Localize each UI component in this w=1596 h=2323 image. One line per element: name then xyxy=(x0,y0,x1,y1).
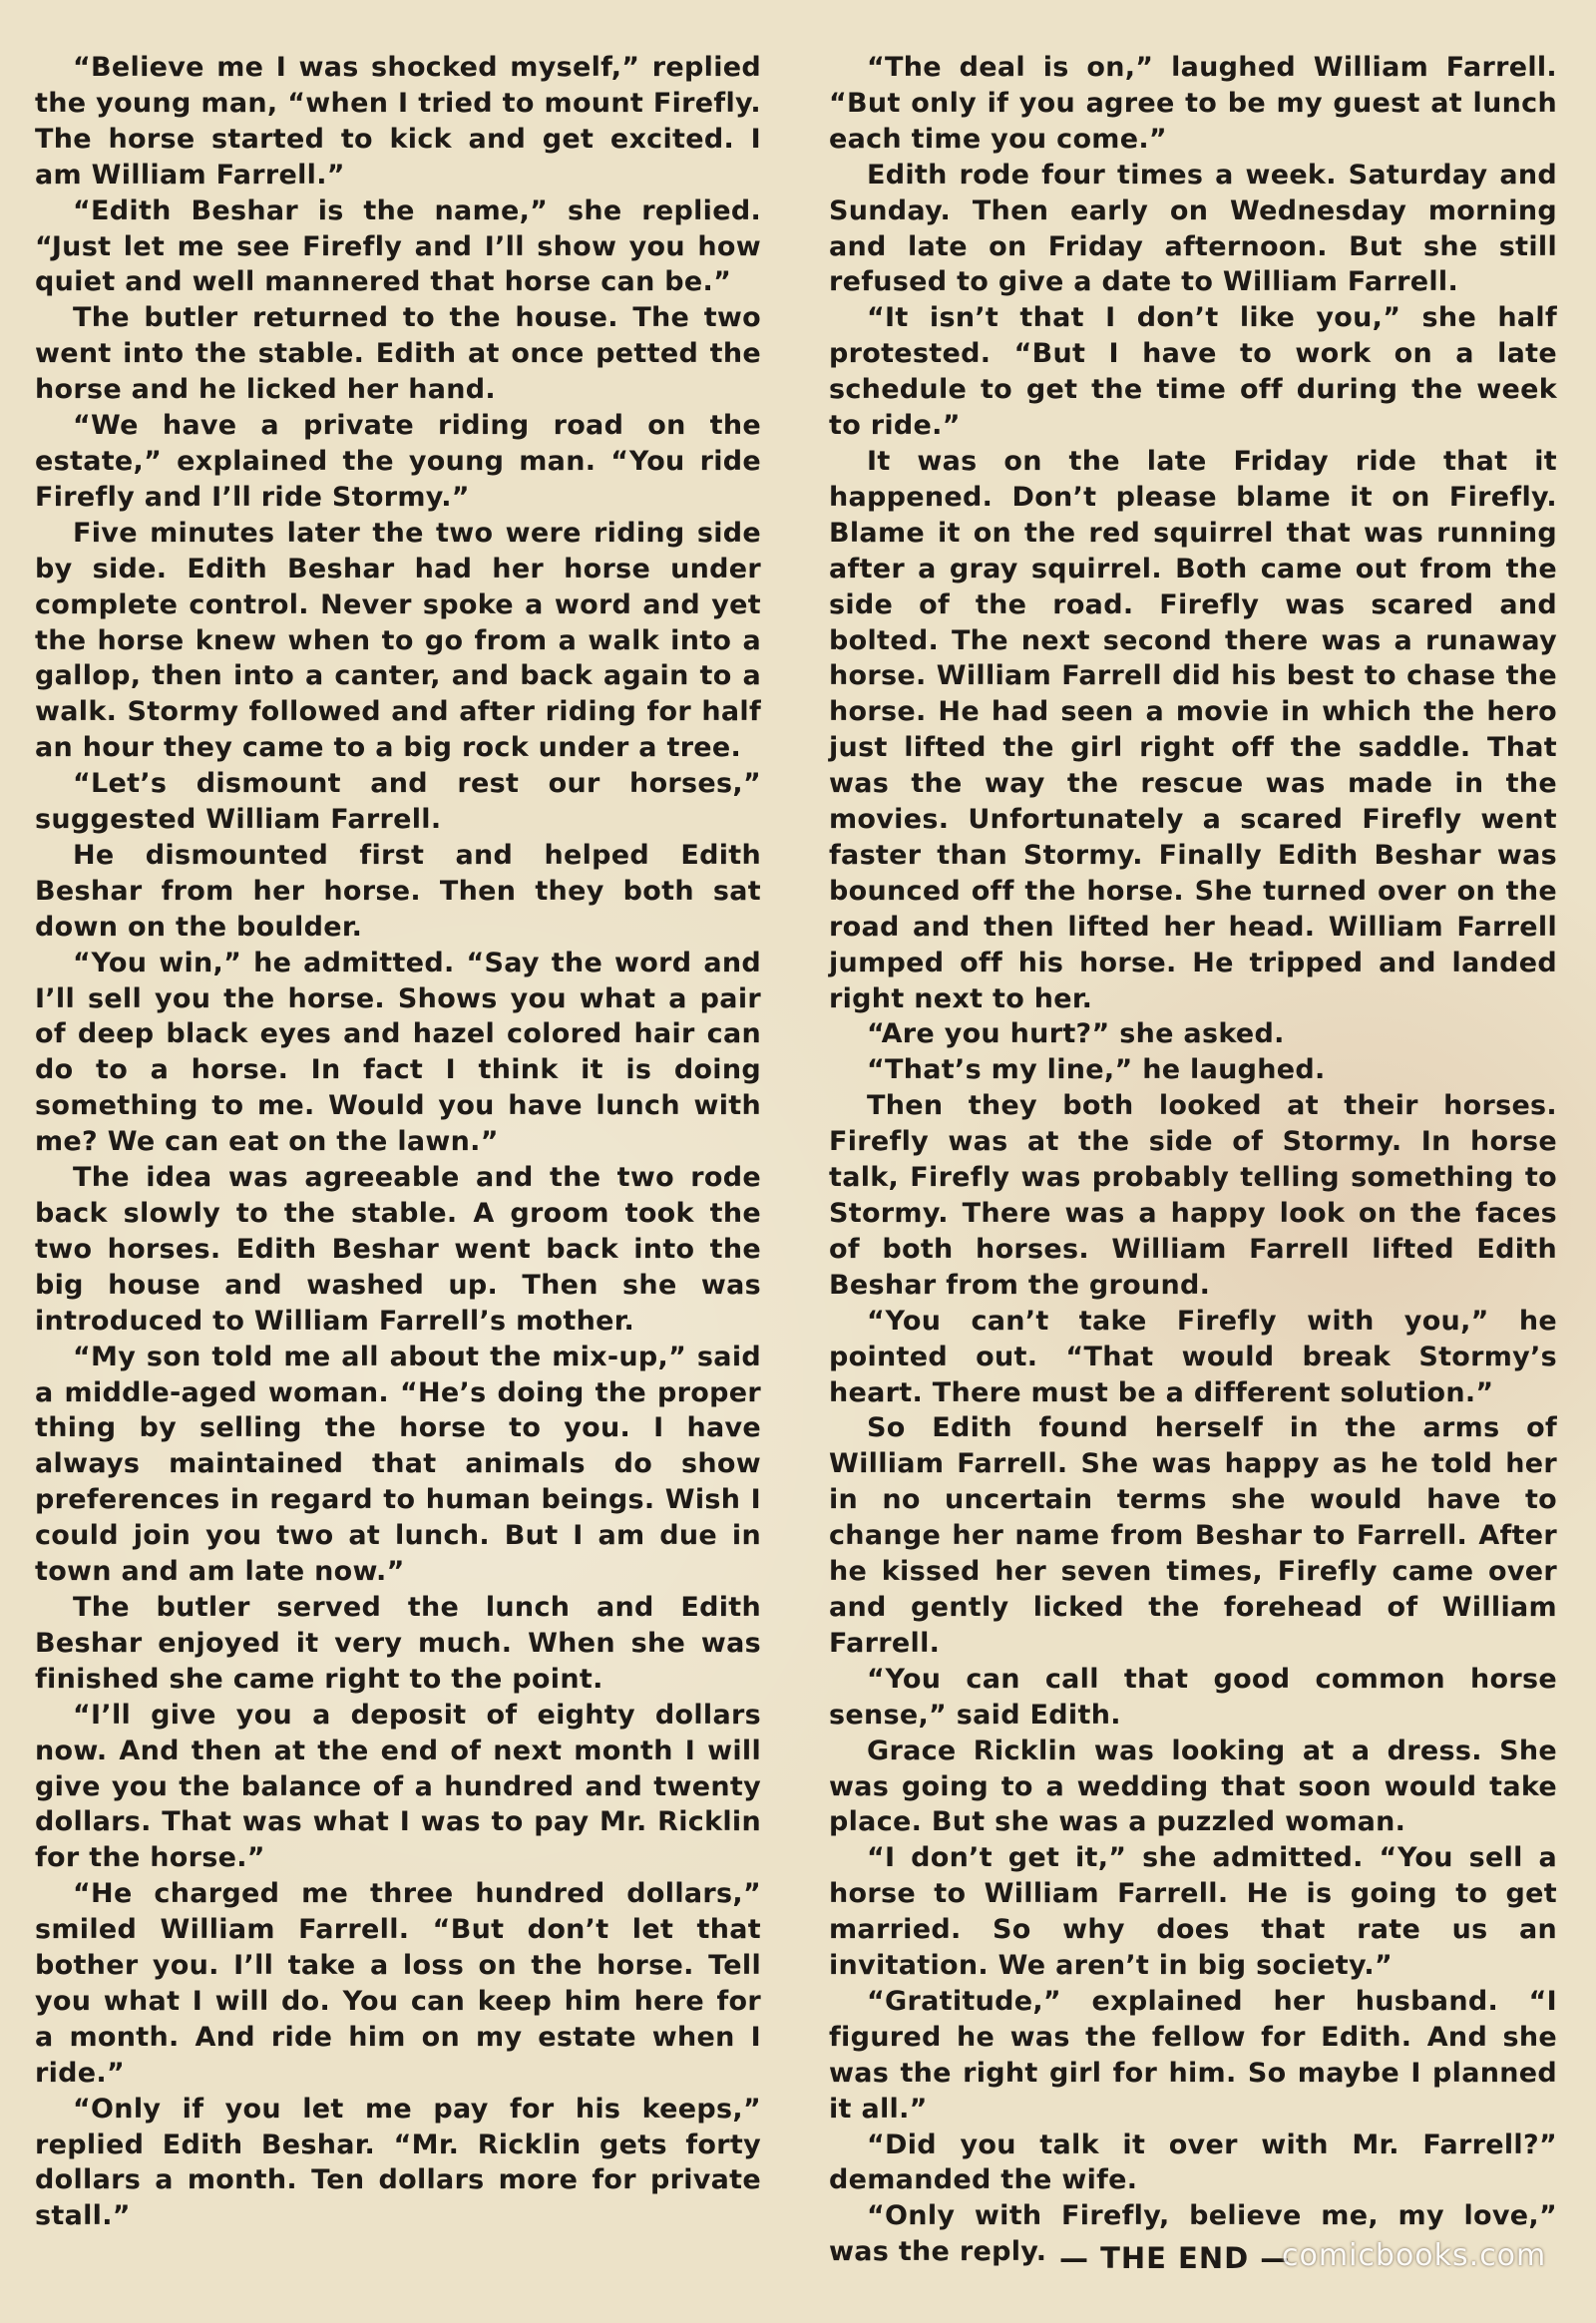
paragraph: “It isn’t that I don’t like you,” she half protested. “But I have to work on a late schedule to get the time off during the week to ride.” xyxy=(829,302,1557,442)
paragraph: “You can’t take Firefly with you,” he pointed out. “That would break Stormy’s heart. There must be a different solution.” xyxy=(829,1305,1557,1408)
site-watermark: comicbooks.com xyxy=(1282,2238,1547,2273)
paragraph: Grace Ricklin was looking at a dress. She was going to a wedding that soon would take place. But she was a puzzled woman. xyxy=(829,1735,1557,1838)
paragraph: Five minutes later the two were riding side by side. Edith Beshar had her horse under complete control. Never spoke a word and yet the horse knew when to go from a walk into a gallop, then into a canter, and back again to a walk. Stormy followed and after riding for half an hour they came to a big rock under a tree. xyxy=(35,517,761,764)
paragraph: The idea was agreeable and the two rode back slowly to the stable. A groom took the two horses. Edith Beshar went back into the big house and washed up. Then she was introduced to William Farrell’s mother. xyxy=(35,1162,761,1337)
paragraph: “Believe me I was shocked myself,” replied the young man, “when I tried to mount Firefly. The horse started to kick and get excited. I am William Farrell.” xyxy=(35,52,761,191)
paragraph: “My son told me all about the mix-up,” said a middle-aged woman. “He’s doing the proper thing by selling the horse to you. I have always maintained that animals do show preferences in regard to human beings. Wish I could join you two at lunch. But I am due in town and am late now.” xyxy=(35,1341,761,1588)
paragraph: “You can call that good common horse sense,” said Edith. xyxy=(829,1663,1557,1731)
paragraph: “You win,” he admitted. “Say the word and I’ll sell you the horse. Shows you what a pair of deep black eyes and hazel colored hair can do to a horse. In fact I think it is doing something to me. Would you have lunch with me? We can eat on the lawn.” xyxy=(35,947,761,1158)
paragraph: The butler served the lunch and Edith Beshar enjoyed it very much. When she was finished she came right to the point. xyxy=(35,1591,761,1695)
paragraph: “Did you talk it over with Mr. Farrell?” demanded the wife. xyxy=(829,2129,1557,2196)
paragraph: “Are you hurt?” she asked. xyxy=(867,1018,1285,1050)
paragraph: “We have a private riding road on the estate,” explained the young man. “You ride Firefly and I’ll ride Stormy.” xyxy=(35,410,761,513)
paragraph: It was on the late Friday ride that it happened. Don’t please blame it on Firefly. Blame it on the red squirrel that was running after a gray squirrel. Both came out from the side of the road. Firefly was scared and bolted. The next second there was a runaway horse. William Farrell did his best to chase the horse. He had seen a movie in which the hero just lifted the girl right off the saddle. That was the way the rescue was made in the movies. Unfortunately a scared Firefly went faster than Stormy. Finally Edith Beshar was bounced off the horse. She turned over on the road and then lifted her head. William Farrell jumped off his horse. He tripped and landed right next to her. xyxy=(829,445,1557,1014)
paragraph: “Gratitude,” explained her husband. “I figured he was the fellow for Edith. And she was the right girl for him. So maybe I planned it all.” xyxy=(829,1985,1557,2125)
right-text-column xyxy=(829,50,1557,2270)
paragraph: The butler returned to the house. The two went into the stable. Edith at once petted the horse and he licked her hand. xyxy=(35,302,761,406)
paragraph: Then they both looked at their horses. Firefly was at the side of Stormy. In horse talk, Firefly was probably telling something to Stormy. There was a happy look on the faces of both horses. William Farrell lifted Edith Beshar from the ground. xyxy=(829,1090,1557,1301)
paragraph: “Edith Beshar is the name,” she replied. “Just let me see Firefly and I’ll show you how quiet and well mannered that horse can be.” xyxy=(35,194,761,298)
paragraph: “That’s my line,” he laughed. xyxy=(867,1054,1326,1086)
paragraph: “He charged me three hundred dollars,” smiled William Farrell. “But don’t let that bother you. I’ll take a loss on the horse. Tell you what I will do. You can keep him here for a month. And ride him on my estate when I ride.” xyxy=(35,1878,761,2089)
the-end-label: — THE END — xyxy=(1059,2241,1291,2275)
paragraph: “I’ll give you a deposit of eighty dollars now. And then at the end of next month I will give you the balance of a hundred and twenty dollars. That was what I was to pay Mr. Ricklin for the horse.” xyxy=(35,1699,761,1874)
paragraph: Edith rode four times a week. Saturday and Sunday. Then early on Wednesday morning and late on Friday afternoon. But she still refused to give a date to William Farrell. xyxy=(829,159,1557,298)
paragraph: So Edith found herself in the arms of William Farrell. She was happy as he told her in no uncertain terms she would have to change her name from Beshar to Farrell. After he kissed her seven times, Firefly came over and gently licked the forehead of William Farrell. xyxy=(829,1412,1557,1659)
paragraph: “I don’t get it,” she admitted. “You sell a horse to William Farrell. He is going to get married. So why does that rate us an invitation. We aren’t in big society.” xyxy=(829,1842,1557,1982)
paragraph: “The deal is on,” laughed William Farrell. “But only if you agree to be my guest at lunch each time you come.” xyxy=(829,52,1557,155)
paragraph: “Only with Firefly, believe me, my love,” was the reply. xyxy=(829,2200,1557,2268)
paragraph: “Only if you let me pay for his keeps,” replied Edith Beshar. “Mr. Ricklin gets forty dollars a month. Ten dollars more for private stall.” xyxy=(35,2093,761,2232)
left-text-column xyxy=(35,50,761,2234)
paragraph: “Let’s dismount and rest our horses,” suggested William Farrell. xyxy=(35,768,761,836)
paragraph: He dismounted first and helped Edith Beshar from her horse. Then they both sat down on the boulder. xyxy=(35,839,761,943)
